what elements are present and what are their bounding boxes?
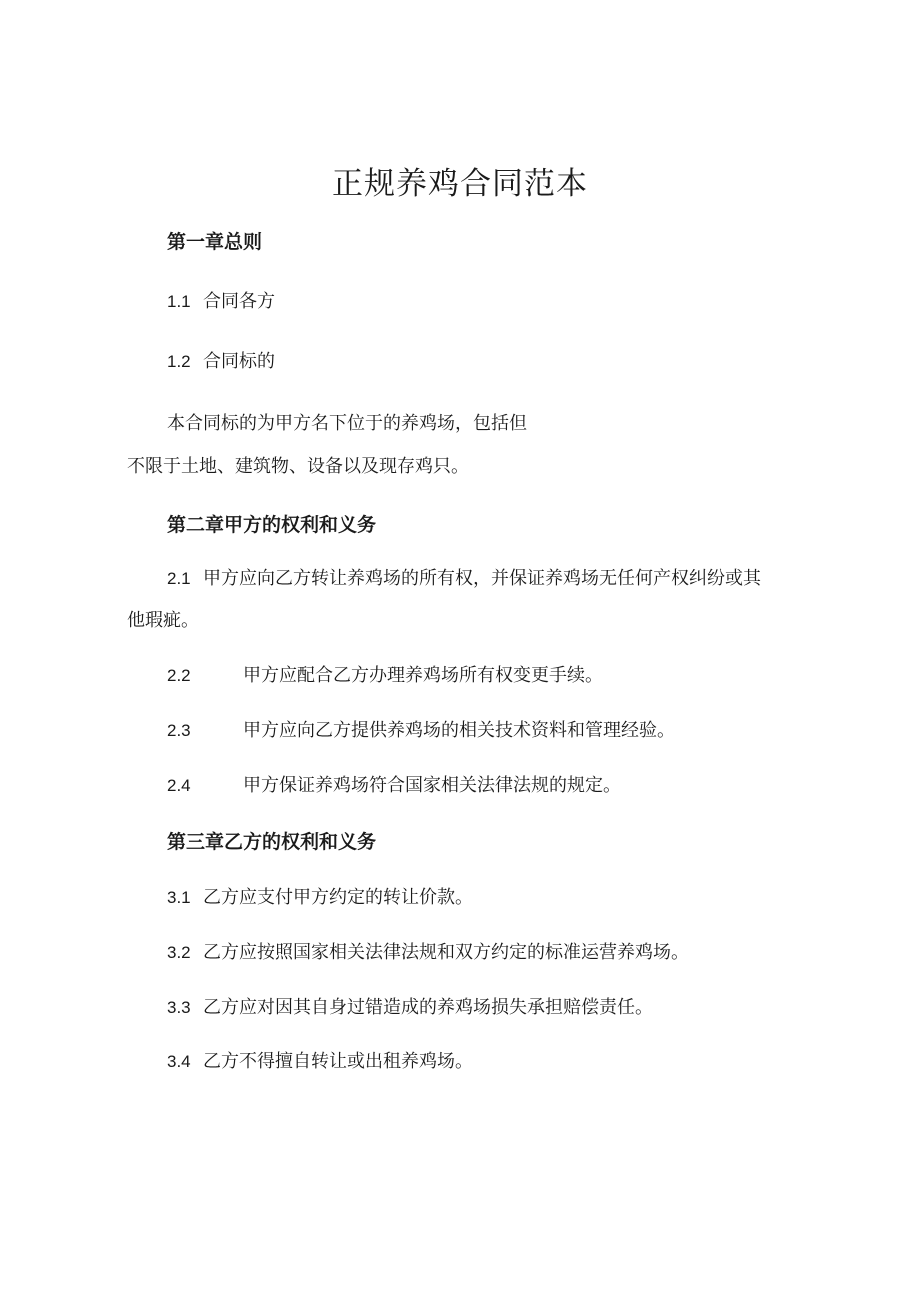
document-title: 正规养鸡合同范本 bbox=[332, 166, 588, 202]
clause-number: 2.4 bbox=[167, 776, 191, 795]
clause-text: 乙方应支付甲方约定的转让价款。 bbox=[203, 887, 473, 908]
clause-text: 甲方应向乙方转让养鸡场的所有权，并保证养鸡场无任何产权纠纷或其 bbox=[203, 568, 761, 589]
clause-number: 3.3 bbox=[167, 998, 191, 1017]
clause-number: 3.2 bbox=[167, 943, 191, 962]
clause-number: 1.1 bbox=[167, 292, 191, 311]
clause-number: 2.3 bbox=[167, 721, 191, 740]
chapter-2-heading: 第二章甲方的权利和义务 bbox=[167, 514, 377, 536]
clause-text: 合同标的 bbox=[203, 351, 275, 372]
paragraph-line-1: 本合同标的为甲方名下位于的养鸡场，包括但 bbox=[167, 413, 527, 434]
clause-number: 3.4 bbox=[167, 1052, 191, 1071]
clause-2-3 bbox=[167, 716, 675, 742]
clause-text: 甲方应配合乙方办理养鸡场所有权变更手续。 bbox=[243, 665, 603, 686]
clause-number: 2.2 bbox=[167, 666, 191, 685]
clause-3-2 bbox=[167, 938, 689, 964]
clause-number: 2.1 bbox=[167, 569, 191, 588]
clause-2-1-continuation: 他瑕疵。 bbox=[127, 610, 199, 631]
clause-number: 3.1 bbox=[167, 888, 191, 907]
clause-2-2 bbox=[167, 661, 603, 687]
clause-1-2 bbox=[167, 347, 275, 373]
clause-3-3 bbox=[167, 993, 653, 1019]
chapter-1-heading: 第一章总则 bbox=[167, 231, 263, 253]
clause-number: 1.2 bbox=[167, 352, 191, 371]
clause-text: 乙方应按照国家相关法律法规和双方约定的标准运营养鸡场。 bbox=[203, 942, 689, 963]
clause-2-4 bbox=[167, 771, 621, 797]
clause-text: 甲方保证养鸡场符合国家相关法律法规的规定。 bbox=[243, 775, 621, 796]
clause-text: 乙方不得擅自转让或出租养鸡场。 bbox=[203, 1051, 473, 1072]
clause-text: 乙方应对因其自身过错造成的养鸡场损失承担赔偿责任。 bbox=[203, 997, 653, 1018]
clause-text: 甲方应向乙方提供养鸡场的相关技术资料和管理经验。 bbox=[243, 720, 675, 741]
clause-3-1 bbox=[167, 883, 473, 909]
clause-1-1 bbox=[167, 287, 275, 313]
paragraph-line-2: 不限于土地、建筑物、设备以及现存鸡只。 bbox=[127, 456, 469, 477]
clause-2-1 bbox=[167, 564, 761, 590]
clause-3-4 bbox=[167, 1047, 473, 1073]
clause-text: 合同各方 bbox=[203, 291, 275, 312]
chapter-3-heading: 第三章乙方的权利和义务 bbox=[167, 831, 377, 853]
